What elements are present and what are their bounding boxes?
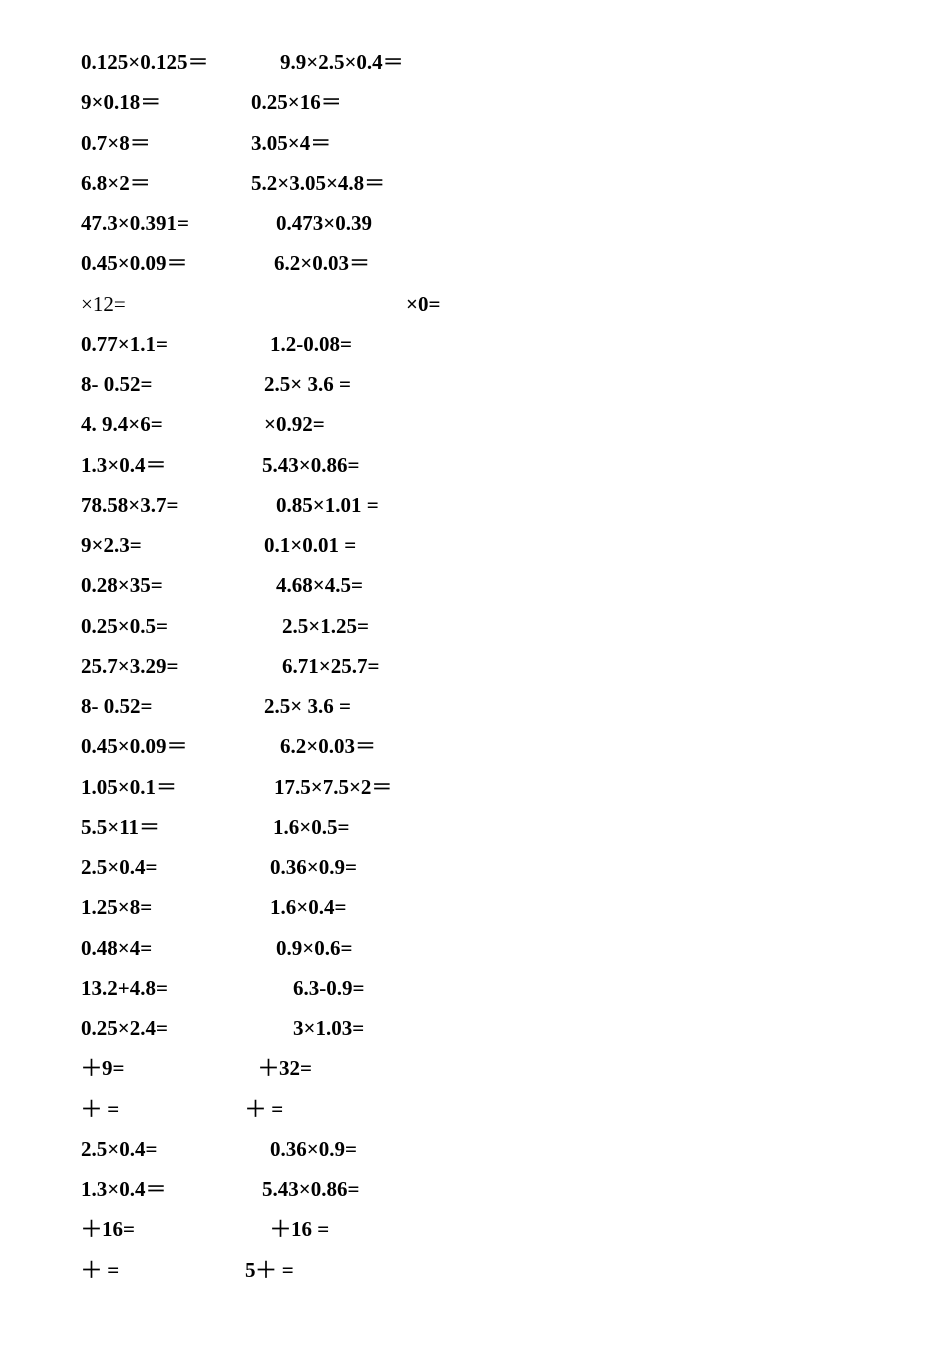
problem-right: ＋16 = (270, 1217, 330, 1242)
problem-right: 3×1.03= (293, 1016, 365, 1040)
problem-right: 0.36×0.9= (270, 855, 357, 879)
problem-row (81, 1048, 901, 1088)
problem-right: 5.2×3.05×4.8＝ (251, 170, 386, 195)
problem-row (81, 726, 901, 766)
problem-row (81, 203, 901, 243)
problem-right: ×0= (406, 291, 441, 316)
problem-right: ×0.92= (264, 412, 325, 437)
problem-left: 0.48×4= (81, 935, 153, 960)
problem-list (81, 42, 901, 1290)
problem-right: 17.5×7.5×2＝ (274, 774, 393, 799)
problem-row (81, 686, 901, 726)
problem-row (81, 1209, 901, 1249)
problem-right: 9.9×2.5×0.4＝ (280, 50, 404, 74)
problem-row (81, 1129, 901, 1169)
problem-row (81, 968, 901, 1008)
problem-left: 4. 9.4×6= (81, 412, 163, 437)
problem-row (81, 847, 901, 887)
problem-left: ＋ = (81, 1096, 120, 1121)
problem-row (81, 1089, 901, 1129)
problem-right: 5＋ = (245, 1257, 294, 1282)
problem-right: ＋32= (258, 1056, 312, 1081)
problem-right: 3.05×4＝ (251, 130, 332, 155)
problem-right: 0.1×0.01 = (264, 533, 357, 557)
problem-left: ×12= (81, 291, 126, 316)
problem-right: 6.71×25.7= (282, 653, 380, 678)
problem-right: ＋ = (245, 1096, 284, 1121)
problem-left: 1.3×0.4＝ (81, 452, 167, 477)
problem-row (81, 284, 901, 324)
problem-right: 5.43×0.86= (262, 1177, 360, 1201)
problem-row (81, 42, 901, 82)
problem-left: 0.45×0.09＝ (81, 734, 188, 759)
problem-left: 9×2.3= (81, 533, 142, 557)
problem-right: 6.2×0.03＝ (274, 251, 370, 276)
problem-left: 8- 0.52= (81, 694, 153, 718)
problem-left: 0.77×1.1= (81, 331, 168, 356)
problem-right: 2.5×1.25= (282, 613, 369, 638)
problem-left: 1.3×0.4＝ (81, 1177, 167, 1201)
problem-right: 4.68×4.5= (276, 573, 363, 598)
problem-left: 8- 0.52= (81, 372, 153, 396)
problem-right: 0.473×0.39 (276, 211, 372, 235)
problem-row (81, 243, 901, 283)
problem-row (81, 606, 901, 646)
problem-right: 5.43×0.86= (262, 452, 360, 477)
problem-row (81, 82, 901, 122)
problem-left: 13.2+4.8= (81, 975, 168, 1000)
problem-row (81, 445, 901, 485)
problem-row (81, 324, 901, 364)
problem-row (81, 364, 901, 404)
problem-row (81, 646, 901, 686)
problem-right: 0.85×1.01 = (276, 492, 379, 517)
problem-left: 2.5×0.4= (81, 1136, 158, 1161)
problem-right: 0.36×0.9= (270, 1136, 357, 1161)
problem-left: 0.7×8＝ (81, 130, 151, 155)
problem-left: 47.3×0.391= (81, 211, 189, 235)
problem-row (81, 887, 901, 927)
problem-left: 25.7×3.29= (81, 653, 179, 678)
problem-row (81, 1250, 901, 1290)
problem-right: 6.2×0.03＝ (280, 734, 376, 759)
problem-left: 2.5×0.4= (81, 855, 158, 879)
problem-left: 5.5×11＝ (81, 814, 161, 839)
problem-left: ＋ = (81, 1257, 120, 1282)
problem-left: ＋9= (81, 1056, 125, 1081)
problem-right: 1.6×0.4= (270, 895, 347, 920)
problem-left: 0.28×35= (81, 573, 163, 598)
problem-left: 1.05×0.1＝ (81, 774, 177, 799)
problem-left: 9×0.18＝ (81, 90, 162, 115)
problem-row (81, 807, 901, 847)
problem-right: 1.2-0.08= (270, 331, 352, 356)
problem-row (81, 163, 901, 203)
problem-row (81, 525, 901, 565)
problem-row (81, 767, 901, 807)
problem-right: 2.5× 3.6 = (264, 694, 351, 718)
problem-left: 0.25×2.4= (81, 1016, 168, 1040)
problem-right: 0.25×16＝ (251, 90, 342, 115)
problem-row (81, 485, 901, 525)
problem-right: 6.3-0.9= (293, 975, 365, 1000)
problem-left: ＋16= (81, 1217, 135, 1242)
problem-row (81, 123, 901, 163)
problem-row (81, 928, 901, 968)
problem-row (81, 404, 901, 444)
problem-left: 0.45×0.09＝ (81, 251, 188, 276)
problem-right: 0.9×0.6= (276, 935, 353, 960)
problem-left: 0.25×0.5= (81, 613, 168, 638)
problem-row (81, 565, 901, 605)
problem-right: 2.5× 3.6 = (264, 372, 351, 396)
problem-right: 1.6×0.5= (273, 814, 350, 839)
problem-left: 6.8×2＝ (81, 170, 151, 195)
problem-left: 78.58×3.7= (81, 492, 179, 517)
problem-left: 0.125×0.125＝ (81, 50, 209, 74)
problem-row (81, 1169, 901, 1209)
problem-left: 1.25×8= (81, 895, 153, 920)
problem-row (81, 1008, 901, 1048)
